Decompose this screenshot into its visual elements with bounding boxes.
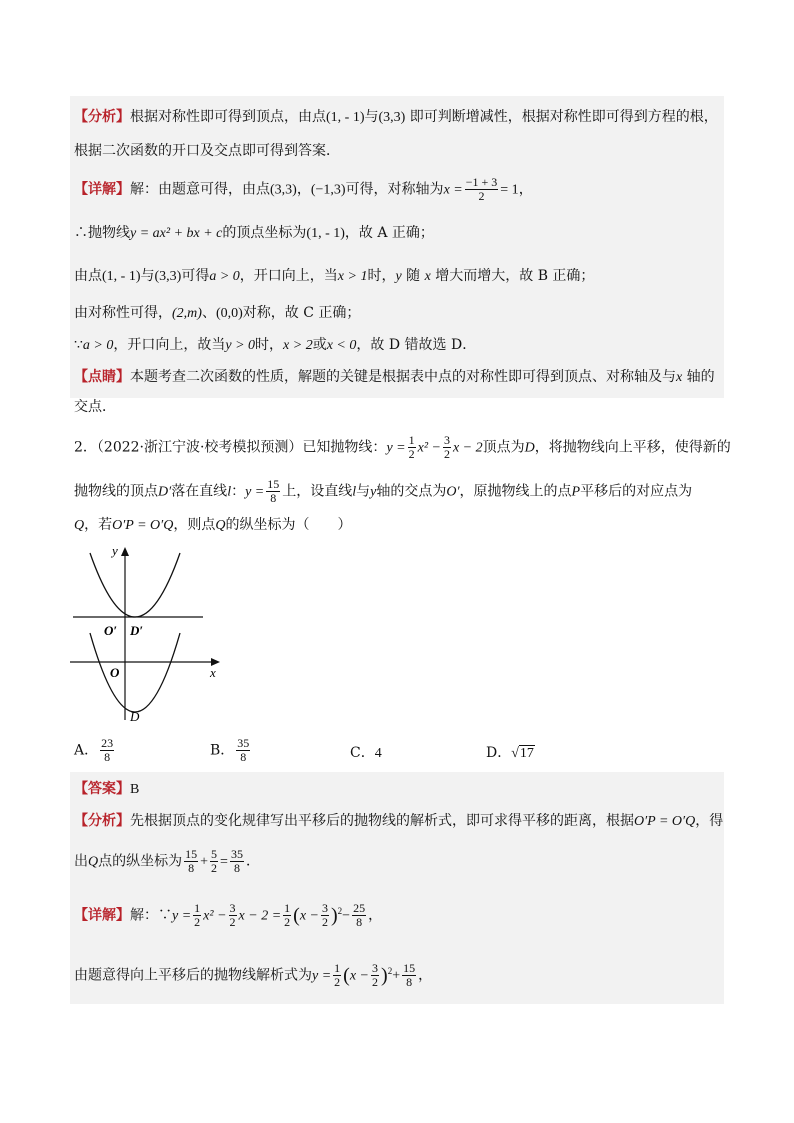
analysis1-line1: 【分析】根据对称性即可得到顶点，由点(1, - 1)与(3,3) 即可判断增减性，根据对称性即可得到方程的根， bbox=[74, 109, 718, 125]
statement-c-line: 由对称性可得，(2,m)、(0,0)对称，故 C 正确； bbox=[74, 305, 361, 321]
answer-tag: 【答案】 bbox=[74, 781, 130, 797]
detail1-line: 【详解】解：由题意可得，由点(3,3)，(−1,3)可得，对称轴为x = $\frac{-1 + 3}{2}$ = 1， bbox=[74, 175, 533, 203]
question2-line3: Q，若O′P = O′Q，则点Q的纵坐标为（ ） bbox=[74, 517, 352, 533]
statement-d-line: ∵a > 0，开口向上，故当y > 0时，x > 2或x < 0，故 D 错故选 D． bbox=[74, 337, 477, 353]
analysis-tag: 【分析】 bbox=[74, 813, 130, 829]
radical-sign: √ bbox=[511, 746, 519, 761]
detail-tag: 【详解】 bbox=[74, 907, 130, 924]
analysis-tag: 【分析】 bbox=[74, 109, 130, 125]
detail2-line: 【详解】解：∵y = $\frac{1}{2}$ x² − $\frac{3}{2}$ x − 2 = $\frac{1}{2}$ (x − $\frac{3}{2}$ )$^2$− $\frac{25}{8}$ ， bbox=[74, 901, 383, 930]
statement-b-line: 由点(1, - 1)与(3,3)可得a > 0，开口向上，当x > 1时，y 随 x 增大而增大，故 B 正确； bbox=[74, 268, 595, 284]
question2-line2: 抛物线的顶点D′落在直线l：y = $\frac{15}{8}$ 上，设直线l与y轴的交点为O′，原抛物线上的点P平移后的对应点为 bbox=[74, 477, 693, 505]
analysis2-line2: 出Q点的纵坐标为 $\frac{15}{8}$ + $\frac{5}{2}$ = $\frac{35}{8}$ ． bbox=[74, 847, 260, 875]
fraction: $\frac{-1 + 3}{2}$ bbox=[465, 175, 498, 203]
option-b[interactable]: B． $\frac{35}{8}$ bbox=[210, 736, 250, 764]
vertex-line: ∴抛物线y = ax² + bx + c的顶点坐标为(1, - 1)，故 A 正确； bbox=[74, 225, 434, 241]
original-parabola bbox=[90, 633, 180, 712]
y-axis-label: y bbox=[112, 545, 118, 558]
option-a[interactable]: A． $\frac{23}{8}$ bbox=[74, 736, 114, 764]
detail3-line: 由题意得向上平移后的抛物线解析式为y = $\frac{1}{2}$ (x − $\frac{3}{2}$ )$^2$+ $\frac{15}{8}$ ， bbox=[74, 961, 433, 990]
label-o: O bbox=[110, 665, 120, 680]
comment1-line2: 交点． bbox=[74, 399, 116, 415]
shifted-parabola bbox=[90, 553, 180, 617]
x-axis-label: x bbox=[210, 665, 216, 680]
label-d-prime: D′ bbox=[130, 623, 144, 638]
detail-tag: 【详解】 bbox=[74, 181, 130, 198]
label-o-prime: O′ bbox=[104, 623, 118, 638]
analysis1-line2: 根据二次函数的开口及交点即可得到答案． bbox=[74, 143, 340, 159]
option-d[interactable]: D．√17 bbox=[486, 745, 534, 761]
answer2-line: 【答案】B bbox=[74, 781, 140, 797]
option-c[interactable]: C．4 bbox=[350, 745, 382, 761]
comment1-line1: 【点睛】本题考查二次函数的性质，解题的关键是根据表中点的对称性即可得到顶点、对称轴及与x 轴的 bbox=[74, 369, 715, 385]
label-d: D bbox=[130, 709, 140, 724]
analysis2-line1: 【分析】先根据顶点的变化规律写出平移后的抛物线的解析式，即可求得平移的距离，根据O′P = O′Q，得 bbox=[74, 813, 724, 829]
comment-tag: 【点睛】 bbox=[74, 369, 130, 385]
y-axis-arrow bbox=[121, 547, 129, 556]
parabola-figure bbox=[70, 545, 230, 725]
question2-line1: 2．（2022·浙江宁波·校考模拟预测）已知抛物线：y = $\frac{1}{2}$ x² − $\frac{3}{2}$ x − 2顶点为D，将抛物线向上平移，使得新的 bbox=[74, 433, 731, 461]
